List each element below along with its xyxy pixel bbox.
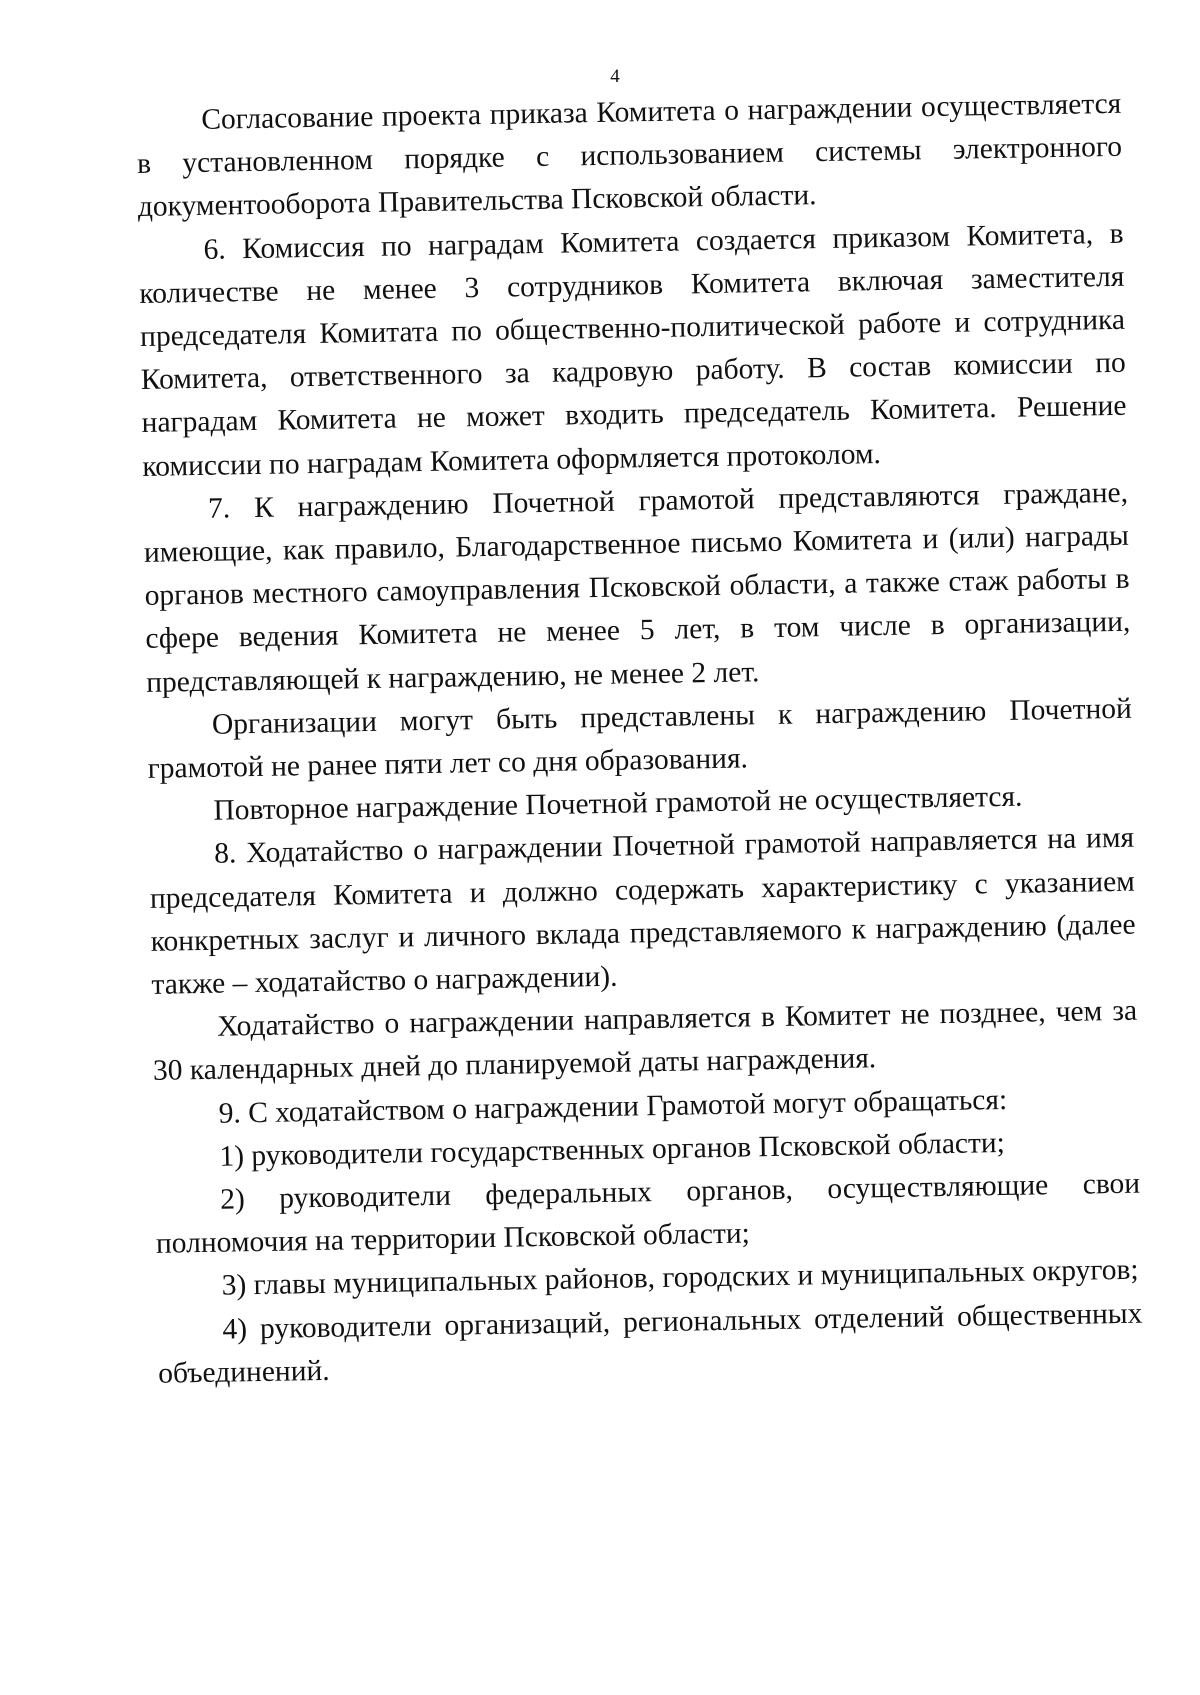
- list-item-1: 1) руководители государственных органов Псковской области;: [219, 1126, 1006, 1173]
- paragraph-item-8: 8. Ходатайство о награждении Почетной грамотой направляется на имя председателя Комитета и должно содержать характеристику с указанием конкретных заслуг и личного вклада представляемого к награждению (далее также – ходатайство о награждении).: [149, 822, 1136, 1001]
- paragraph-approval: Согласование проекта приказа Комитета о награждении осуществляется в установленном порядке с использованием системы электронного документооборота Правительства Псковской области.: [136, 87, 1123, 224]
- paragraph-repeat-award: Повторное награждение Почетной грамотой не осуществляется.: [213, 780, 1023, 828]
- page-number: 4: [610, 66, 620, 87]
- paragraph-item-7: 7. К награждению Почетной грамотой представляются граждане, имеющие, как правило, Благодарственное письмо Комитета и (или) награды органов местного самоуправления Псковской области, а также стаж работы в сфере ведения Комитета не менее 5 лет, в том числе в организации, представляющей к награждению, не менее 2 лет.: [143, 476, 1131, 699]
- paragraph-deadline: Ходатайство о награждении направляется в Комитет не позднее, чем за 30 календарных дней до планируемой даты награждения.: [152, 994, 1138, 1088]
- list-item-3: 3) главы муниципальных районов, городских и муниципальных округов;: [221, 1254, 1139, 1303]
- list-item-4: 4) руководители организаций, региональных отделений общественных объединений.: [157, 1297, 1143, 1390]
- list-item-2: 2) руководители федеральных органов, осуществляющие свои полномочия на территории Псковской области;: [155, 1167, 1141, 1261]
- paragraph-item-6: 6. Комиссия по наградам Комитета создается приказом Комитета, в количестве не менее 3 сотрудников Комитета включая заместителя председателя Комитата по общественно-политической работе и сотрудника Комитета, ответственного за кадровую работу. В состав комиссии по наградам Комитета не может входить председатель Комитета. Решение комиссии по наградам Комитета оформляется протоколом.: [139, 217, 1127, 483]
- paragraph-item-9: 9. С ходатайством о награждении Грамотой могут обращаться:: [218, 1083, 1008, 1130]
- paragraph-organizations: Организации могут быть представлены к награждению Почетной грамотой не ранее пяти лет со дня образования.: [147, 692, 1133, 785]
- document-body: [136, 83, 1143, 1396]
